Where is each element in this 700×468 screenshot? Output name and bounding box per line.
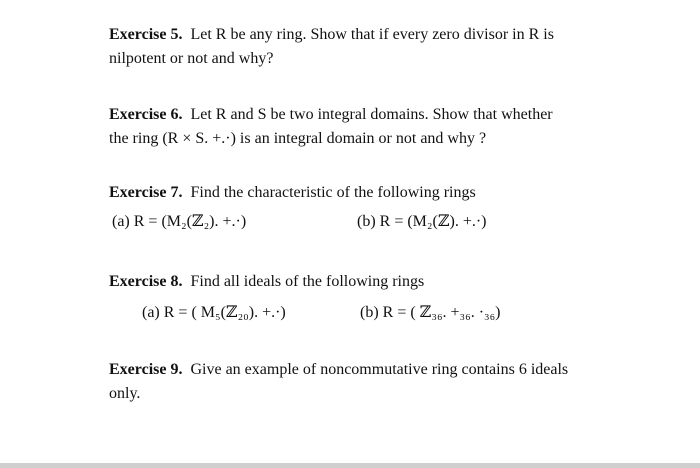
exercise-7-title: Exercise 7.: [109, 184, 183, 201]
exercise-8-title: Exercise 8.: [109, 273, 183, 290]
exercise-9-line-1: Give an example of noncommutative ring contains 6 ideals: [190, 361, 569, 378]
exercise-7-line-1: Find the characteristic of the following rings: [190, 184, 476, 201]
exercise-7-part-b: (b) R = (M₂(ℤ). +.·): [357, 213, 487, 230]
bottom-edge: [0, 463, 700, 468]
exercise-7-part-a: (a) R = (M₂(ℤ₂). +.·): [112, 213, 247, 230]
exercise-6-line-2: the ring (R × S. +.·) is an integral domain or not and why ?: [109, 130, 487, 147]
exercise-6-line-1: Let R and S be two integral domains. Show that whether: [190, 106, 553, 123]
exercise-9-title: Exercise 9.: [109, 361, 183, 378]
exercise-5-title: Exercise 5.: [109, 26, 183, 43]
exercise-6: [109, 103, 553, 151]
exercise-8-line-1: Find all ideals of the following rings: [190, 273, 425, 290]
exercise-8-part-a: (a) R = ( M₅(ℤ₂₀). +.·): [142, 304, 286, 321]
exercise-9: [109, 358, 568, 406]
exercise-5: [109, 23, 554, 71]
exercise-9-line-2: only.: [109, 385, 141, 402]
exercise-8: [109, 270, 424, 294]
exercise-5-line-1: Let R be any ring. Show that if every zero divisor in R is: [190, 26, 554, 43]
exercise-5-line-2: nilpotent or not and why?: [109, 50, 274, 67]
exercise-8-part-b: (b) R = ( ℤ₃₆. +₃₆. ·₃₆): [360, 304, 501, 321]
exercise-7: [109, 181, 476, 205]
exercise-6-title: Exercise 6.: [109, 106, 183, 123]
